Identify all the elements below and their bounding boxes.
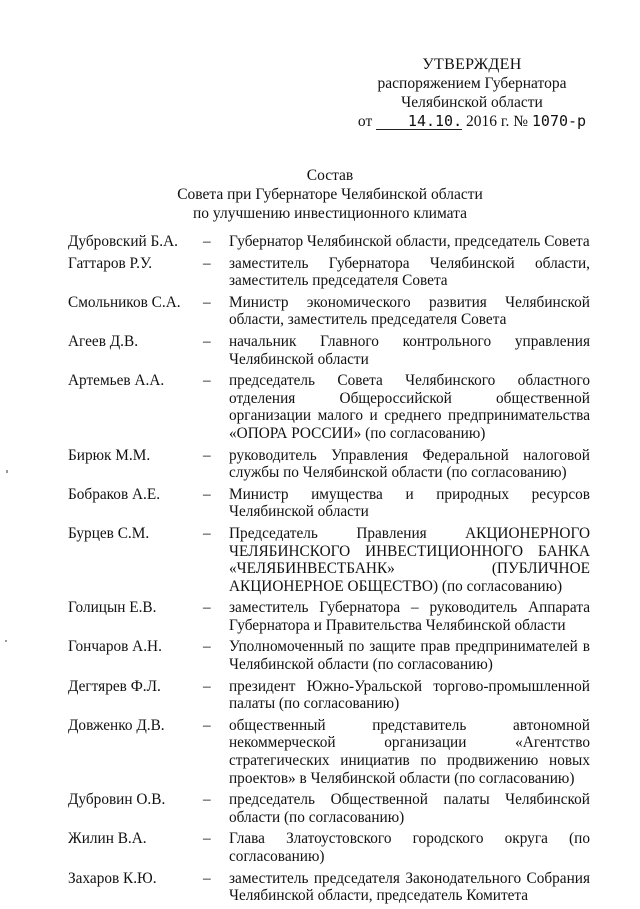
member-name: Дегтярев Ф.Л. (68, 677, 161, 695)
member-dash: – (203, 791, 211, 809)
member-row (68, 525, 590, 595)
member-row (68, 678, 590, 713)
member-dash: – (203, 638, 211, 656)
member-dash: – (203, 830, 211, 848)
member-name: Захаров К.Ю. (68, 869, 157, 887)
member-row (68, 486, 590, 521)
approval-block (352, 55, 592, 131)
member-name: Бирюк М.М. (68, 446, 151, 464)
member-name: Дубровский Б.А. (68, 233, 178, 250)
member-row (68, 791, 590, 826)
member-role: Уполномоченный по защите прав предпринимателей в Челябинской области (по согласованию) (229, 638, 590, 674)
member-name: Гаттаров Р.У. (68, 254, 153, 272)
member-name: Бобраков А.Е. (68, 485, 161, 503)
member-row (68, 717, 590, 787)
approval-year: 2016 г. № (465, 113, 529, 130)
member-name: Жилин В.А. (68, 830, 147, 848)
member-row (68, 870, 590, 905)
member-role: руководитель Управления Федеральной налоговой службы по Челябинской области (по согласованию) (229, 446, 590, 482)
member-role: заместитель Губернатора Челябинской области, заместитель председателя Совета (229, 254, 590, 290)
approval-line-1: распоряжением Губернатора (377, 75, 567, 92)
member-role: общественный представитель автономной некоммерческой организации «Агентство стратегических инициатив по продвижению новых проектов» в Челябинской области (по согласованию) (229, 716, 590, 787)
member-dash: – (203, 524, 211, 542)
member-role: президент Южно-Уральской торгово-промышленной палаты (по согласованию) (229, 677, 590, 713)
member-role: Министр экономического развития Челябинской области, заместитель председателя Совета (229, 293, 590, 329)
member-role: Председатель Правления АКЦИОНЕРНОГО ЧЕЛЯБИНСКОГО ИНВЕСТИЦИОННОГО БАНКА «ЧЕЛЯБИНВЕСТБАНК» (ПУБЛИЧНОЕ АКЦИОНЕРНОЕ ОБЩЕСТВО) (по согласованию) (229, 524, 590, 595)
member-dash: – (203, 332, 211, 350)
member-role: Министр имущества и природных ресурсов Челябинской области (229, 485, 590, 521)
member-dash: – (203, 233, 211, 250)
member-row (68, 255, 590, 290)
approval-heading: УТВЕРЖДЕН (422, 56, 522, 73)
member-dash: – (203, 599, 211, 617)
title-line-1: Состав (306, 167, 354, 184)
scan-speck (5, 640, 7, 642)
member-name: Дубровин О.В. (68, 791, 166, 809)
member-dash: – (203, 446, 211, 464)
member-dash: – (203, 293, 211, 311)
member-role: председатель Совета Челябинского областного отделения Общероссийской общественной организации малого и среднего предпринимательства «ОПОРА РОССИИ» (по согласованию) (229, 372, 590, 442)
member-dash: – (203, 677, 211, 695)
approval-date: 14.10. (376, 114, 462, 130)
member-row (68, 638, 590, 673)
scan-speck (6, 470, 8, 473)
member-name: Довженко Д.В. (68, 716, 165, 734)
member-dash: – (203, 716, 211, 734)
member-name: Артемьев А.А. (68, 372, 165, 390)
member-name: Голицын Е.В. (68, 599, 157, 617)
member-role: заместитель Губернатора – руководитель Аппарата Губернатора и Правительства Челябинской области (229, 599, 590, 634)
from-label: от (357, 113, 373, 130)
document-title (100, 166, 560, 223)
member-row (68, 372, 590, 442)
member-row (68, 294, 590, 329)
approval-order-line (352, 112, 592, 131)
member-row (68, 599, 590, 634)
member-name: Смольников С.А. (68, 293, 181, 311)
member-dash: – (203, 485, 211, 503)
title-line-2: Совета при Губернаторе Челябинской области (177, 186, 483, 203)
title-line-3: по улучшению инвестиционного климата (192, 205, 468, 222)
member-name: Агеев Д.В. (68, 332, 139, 350)
member-row (68, 233, 590, 251)
member-row (68, 333, 590, 368)
member-dash: – (203, 869, 211, 887)
member-row (68, 830, 590, 865)
member-role: Губернатор Челябинской области, председатель Совета (229, 233, 590, 250)
member-role: заместитель председателя Законодательного Собрания Челябинской области, председатель Комитета (229, 869, 590, 905)
member-role: начальник Главного контрольного управления Челябинской области (229, 332, 590, 368)
approval-line-2: Челябинской области (401, 94, 543, 111)
member-row (68, 447, 590, 482)
approval-number: 1070-р (531, 112, 587, 130)
member-name: Бурцев С.М. (68, 524, 150, 542)
member-dash: – (203, 372, 211, 390)
members-list (68, 233, 590, 909)
member-dash: – (203, 254, 211, 272)
member-role: председатель Общественной палаты Челябинской области (по согласованию) (229, 791, 590, 826)
member-name: Гончаров А.Н. (68, 638, 162, 656)
member-role: Глава Златоустовского городского округа (по согласованию) (229, 830, 590, 865)
